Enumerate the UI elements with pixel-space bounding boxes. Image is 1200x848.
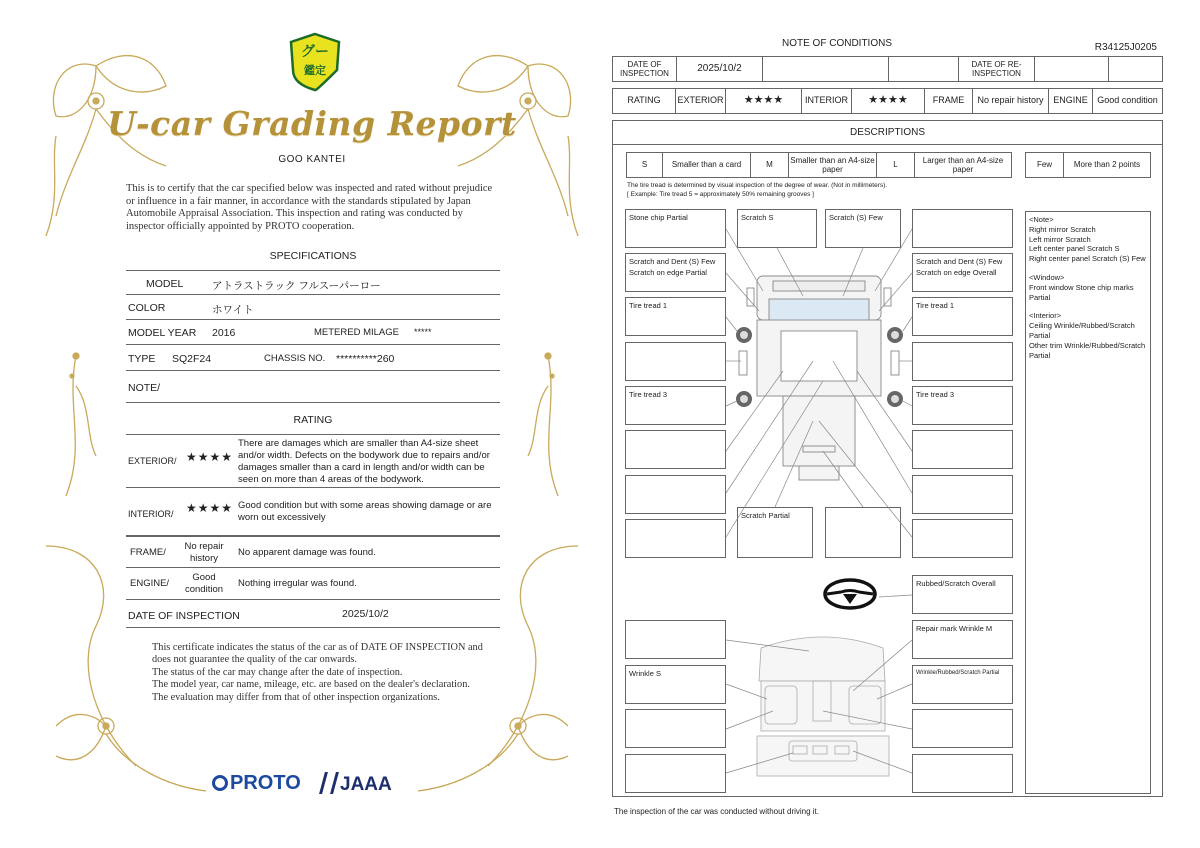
blank-cell (1109, 57, 1162, 81)
type-label: TYPE (128, 353, 156, 365)
interior-label: INTERIOR/ (128, 509, 174, 519)
certificate-subtitle: GOO KANTEI (278, 154, 346, 165)
rating-title: RATING (293, 414, 333, 426)
engine-value: Good condition (184, 572, 224, 595)
rating-row-interior (126, 488, 500, 536)
exterior-stars: ★★★★ (186, 450, 234, 464)
rating-row-exterior (126, 434, 500, 488)
disclaimer-line: This certificate indicates the status of the car as of DATE OF INSPECTION and does not guarantee the quality of the car onwards. (152, 642, 483, 666)
rating-label: RATING (613, 89, 676, 113)
notes-line: Left mirror Scratch (1029, 234, 1091, 244)
frame-value: No repair history (973, 89, 1049, 113)
spec-row-model (126, 270, 500, 295)
date-of-reinspection-value (1035, 57, 1109, 81)
notes-line: Other trim Wrinkle/Rubbed/Scratch Partial (1029, 340, 1146, 360)
model-year-label: MODEL YEAR (128, 327, 197, 339)
inspection-driving-note: The inspection of the car was conducted without driving it. (614, 807, 819, 816)
frame-desc: No apparent damage was found. (238, 547, 376, 558)
frame-value: No repair history (184, 541, 224, 564)
frame-label: FRAME/ (130, 547, 166, 558)
condition-box-r3: Tire tread 1 (912, 297, 1013, 336)
date-of-inspection-value: 2025/10/2 (677, 57, 763, 81)
legend-few-desc: More than 2 points (1073, 160, 1141, 170)
spec-row-color (126, 295, 500, 320)
model-year-value: 2016 (212, 327, 236, 339)
date-of-inspection-label: DATE OF INSPECTION (613, 57, 677, 81)
disclaimer-line: The status of the car may change after the date of inspection. (152, 666, 403, 678)
tire-note-line: [ Example: Tire tread 5 = approximately 50% remaining grooves ] (627, 191, 814, 198)
proto-logo (212, 772, 301, 795)
disclaimer-line: The model year, car name, mileage, etc. are based on the dealer's declaration. (152, 679, 470, 691)
legend-s-desc: Smaller than a card (663, 153, 751, 177)
exterior-label: EXTERIOR/ (128, 456, 177, 466)
interior-label: INTERIOR (802, 89, 852, 113)
disclaimer-line: The evaluation may differ from that of other inspection organizations. (152, 691, 440, 703)
notes-line: Ceiling Wrinkle/Rubbed/Scratch Partial (1029, 321, 1135, 340)
noc-reference-number: R34125J0205 (1094, 42, 1157, 53)
legend-s: S (627, 153, 663, 177)
model-label: MODEL (146, 278, 184, 290)
metered-milage-label: METERED MILAGE (314, 327, 399, 338)
notes-line: Left center panel Scratch S (1029, 244, 1120, 254)
legend-few: Few (1026, 153, 1064, 177)
jaaa-logo-text: JAAA (340, 774, 392, 795)
rating-table (612, 88, 1163, 114)
specifications-title: SPECIFICATIONS (269, 250, 357, 262)
descriptions-panel (612, 120, 1163, 797)
jaaa-logo-mark (319, 772, 339, 794)
proto-logo-text: PROTO (230, 772, 301, 794)
blank-cell (763, 57, 889, 81)
model-value: アトラストラック フルスーパーロー (212, 280, 381, 292)
interior-stars: ★★★★ (852, 89, 925, 113)
condition-box-r11: Wrinkle/Rubbed/Scratch Partial (912, 665, 1013, 704)
color-value: ホワイト (212, 304, 254, 316)
interior-desc: Good condition but with some areas showing damage or are worn out excessively (238, 500, 492, 523)
color-label: COLOR (128, 302, 166, 314)
date-of-inspection-label: DATE OF INSPECTION (128, 610, 240, 622)
engine-label: ENGINE/ (130, 578, 170, 589)
blank-cell (889, 57, 959, 81)
condition-box-r10: Repair mark Wrinkle M (912, 620, 1013, 659)
notes-line: <Note> (1029, 215, 1054, 224)
notes-line: Right mirror Scratch (1029, 224, 1096, 234)
date-of-inspection-value: 2025/10/2 (342, 608, 389, 620)
condition-box-l1: Stone chip Partial (625, 209, 726, 248)
jaaa-logo (322, 772, 392, 796)
tire-note-line: The tire tread is determined by visual inspection of the degree of wear. (Not in millimeters). (627, 182, 888, 189)
spec-row-note (126, 371, 500, 403)
engine-label: ENGINE (1049, 89, 1093, 113)
type-value: SQ2F24 (172, 353, 212, 365)
metered-milage-value: ***** (414, 327, 432, 337)
interior-stars: ★★★★ (186, 501, 234, 515)
condition-box-l3: Tire tread 1 (625, 297, 726, 336)
inspection-date-table (612, 56, 1163, 82)
condition-box-r5: Tire tread 3 (912, 386, 1013, 425)
condition-box-r2: Scratch and Dent (S) Few Scratch on edge Overall (912, 253, 1013, 292)
engine-value: Good condition (1097, 95, 1158, 106)
descriptions-title: DESCRIPTIONS (613, 121, 1162, 145)
frame-label: FRAME (925, 89, 973, 113)
goo-logo-text: 鑑定 (304, 64, 326, 77)
notes-line: Right center panel Scratch (S) Few (1029, 254, 1146, 264)
note-label: NOTE/ (128, 382, 161, 394)
noc-title: NOTE OF CONDITIONS (782, 38, 892, 49)
disclaimer (152, 642, 492, 704)
legend-m-desc: Smaller than an A4-size paper (789, 153, 877, 177)
goo-logo-mark: グー (301, 44, 329, 60)
notes-line: <Interior> (1029, 311, 1062, 321)
rating-row-engine (126, 568, 500, 600)
proto-logo-mark (212, 775, 228, 791)
exterior-label: EXTERIOR (676, 89, 726, 113)
goo-kantei-badge-icon (287, 32, 343, 92)
date-of-reinspection-label: DATE OF RE-INSPECTION (959, 57, 1035, 81)
legend-l: L (877, 153, 915, 177)
condition-box-l11: Wrinkle S (625, 665, 726, 704)
exterior-desc: There are damages which are smaller than A4-size sheet and/or width. Defects on the bodywork due to repairs and/or damages smaller than a card in length and/or width can be seen on more than 4 areas of the bodywork. (238, 438, 490, 485)
legend-m: M (751, 153, 789, 177)
engine-desc: Nothing irregular was found. (238, 578, 357, 589)
condition-box-l5: Tire tread 3 (625, 386, 726, 425)
chassis-value: **********260 (336, 353, 395, 365)
condition-box-r9: Rubbed/Scratch Overall (912, 575, 1013, 614)
condition-box-b1: Scratch Partial (737, 507, 813, 558)
condition-box-t2: Scratch (S) Few (825, 209, 901, 248)
rating-row-frame (126, 536, 500, 568)
interior-diagram (613, 121, 1162, 796)
chassis-label: CHASSIS NO. (264, 353, 326, 364)
footer-logos (212, 770, 412, 800)
legend-l-desc: Larger than an A4-size paper (922, 155, 1004, 174)
condition-box-t1: Scratch S (737, 209, 817, 248)
notes-line: Front window Stone chip marks Partial (1029, 282, 1134, 302)
rating-row-date (126, 600, 500, 628)
condition-box-l2: Scratch and Dent (S) Few Scratch on edge Partial (625, 253, 726, 292)
spec-row-model-year (126, 320, 500, 345)
notes-line: <Window> (1029, 272, 1065, 282)
spec-row-type (126, 345, 500, 371)
note-of-conditions (612, 34, 1163, 814)
grading-certificate (36, 26, 588, 816)
certificate-title: U-car Grading Report (107, 104, 517, 143)
certificate-intro: This is to certify that the car specified below was inspected and rated without prejudice or influence in a fair manner, in accordance with the standards stipulated by Japan Automobile Appraisal Association. This inspection and rating was conducted by inspector officially appointed by PROTO cooperation. (126, 183, 493, 232)
exterior-stars: ★★★★ (726, 89, 802, 113)
